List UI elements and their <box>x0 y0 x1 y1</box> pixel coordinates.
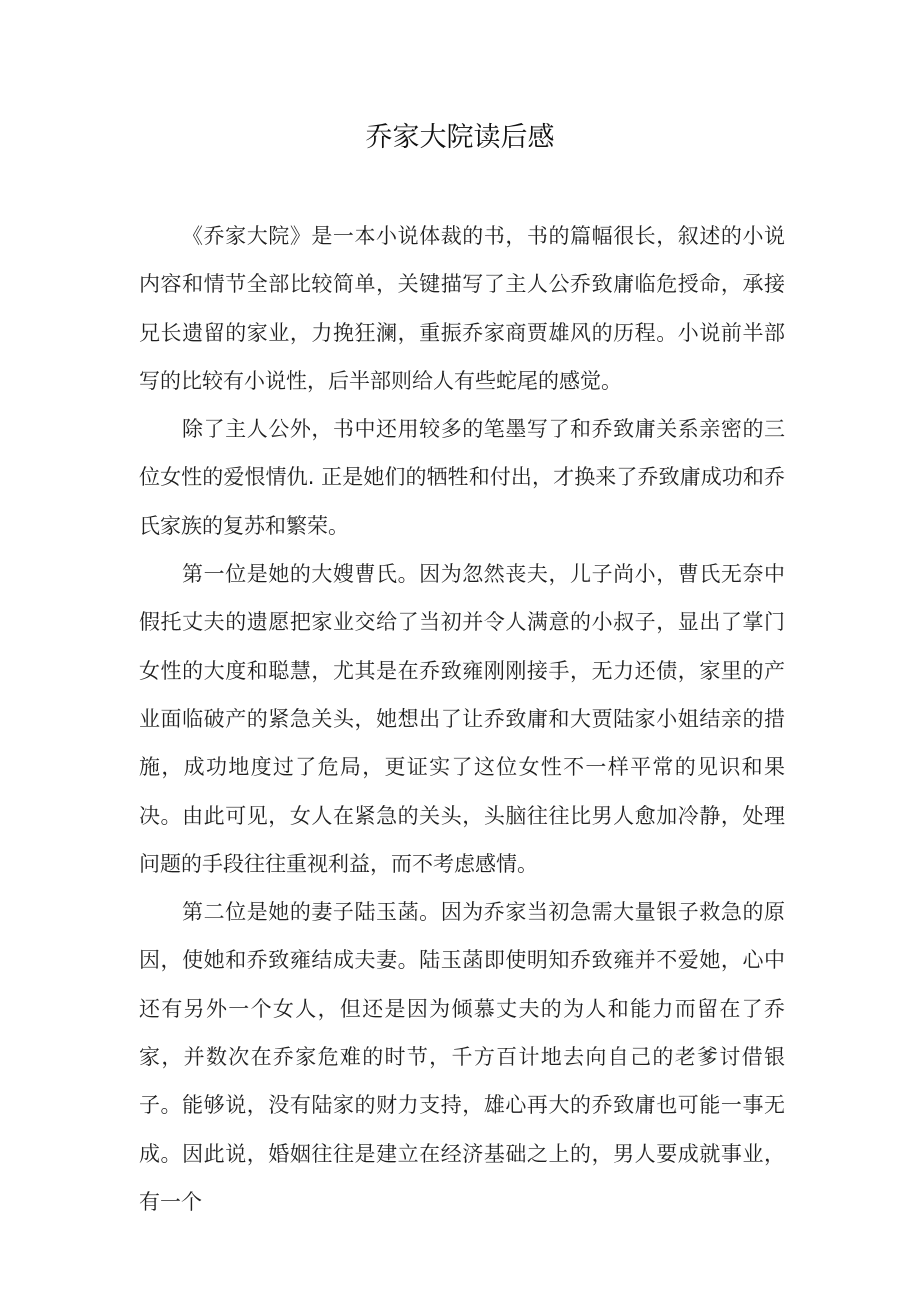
document-body <box>139 212 785 1226</box>
paragraph: 《乔家大院》是一本小说体裁的书，书的篇幅很长，叙述的小说内容和情节全部比较简单，关键描写了主人公乔致庸临危授命，承接兄长遗留的家业，力挽狂澜，重振乔家商贾雄风的历程。小说前半部写的比较有小说性，后半部则给人有些蛇尾的感觉。 <box>139 224 785 393</box>
paragraph: 第一位是她的大嫂曹氏。因为忽然丧夫，儿子尚小，曹氏无奈中假托丈夫的遗愿把家业交给了当初并令人满意的小叔子，显出了掌门女性的大度和聪慧，尤其是在乔致雍刚刚接手，无力还债，家里的产业面临破产的紧急关头，她想出了让乔致庸和大贾陆家小姐结亲的措施，成功地度过了危局，更证实了这位女性不一样平常的见识和果决。由此可见，女人在紧急的关头，头脑往往比男人愈加冷静，处理问题的手段往往重视利益，而不考虑感情。 <box>139 562 785 876</box>
document-title: 乔家大院读后感 <box>365 122 555 153</box>
paragraph: 第二位是她的妻子陆玉菡。因为乔家当初急需大量银子救急的原因，使她和乔致雍结成夫妻。陆玉菡即使明知乔致雍并不爱她，心中还有另外一个女人，但还是因为倾慕丈夫的为人和能力而留在了乔家，并数次在乔家危难的时节，千方百计地去向自己的老爹讨借银子。能够说，没有陆家的财力支持，雄心再大的乔致庸也可能一事无成。因此说，婚姻往往是建立在经济基础之上的，男人要成就事业，有一个 <box>139 900 785 1214</box>
paragraph: 除了主人公外，书中还用较多的笔墨写了和乔致庸关系亲密的三位女性的爱恨情仇. 正是她们的牺牲和付出，才换来了乔致庸成功和乔氏家族的复苏和繁荣。 <box>139 417 785 538</box>
